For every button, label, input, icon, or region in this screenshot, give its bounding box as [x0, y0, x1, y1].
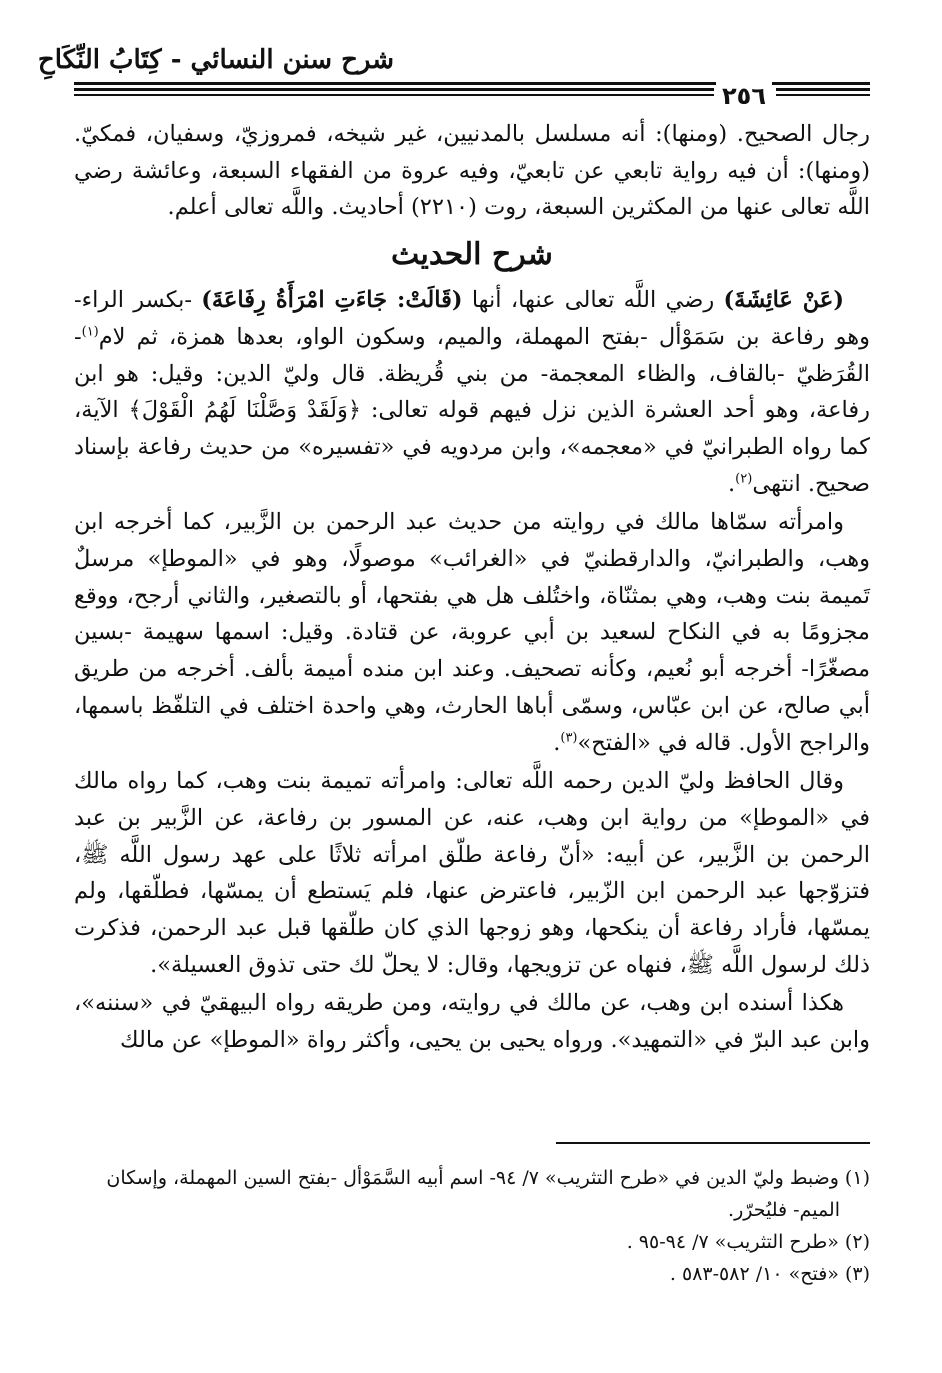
- quoted-hadith-text: (قَالَتْ: جَاءَتِ امْرَأَةُ رِفَاعَةَ): [201, 287, 463, 314]
- text-span: - القُرَظيّ -بالقاف، والظاء المعجمة- من بني قُريظة. قال وليّ الدين: وقيل: هو ابن رفاعة، وهو أحد العشرة الذين نزل فيهم قوله تعالى: ﴿وَلَقَدْ وَصَّلْنَا لَهُمُ الْقَوْلَ﴾ الآية، كما رواه الطبرانيّ في «معجمه»، وابن مردويه في «تفسيره» من حديث رفاعة بإسناد صحيح. انتهى: [74, 323, 870, 497]
- footnotes: [74, 1162, 870, 1290]
- footnote-2: (٢) «طرح التثريب» ٧/ ٩٤-٩٥ .: [626, 1231, 870, 1253]
- paragraph-1: [74, 282, 870, 502]
- header-rule-left-thick: [74, 88, 714, 91]
- text-span: رضي اللَّه تعالى عنها، أنها: [462, 287, 724, 314]
- section-title: شرح الحديث: [391, 237, 553, 273]
- text-span: -بكسر الراء- وهو رفاعة بن سَمَوْأل -بفتح المهملة، والميم، وسكون الواو، بعدها همزة، ثم لام: [74, 287, 870, 350]
- footnote-1-continued: الميم- فليُحرّر.: [728, 1199, 840, 1221]
- text-span: .: [553, 729, 561, 756]
- quoted-narrator: (عَنْ عَائِشَةَ): [723, 287, 845, 314]
- footnote-ref-1: (١): [81, 324, 99, 340]
- paragraph-2: [74, 504, 870, 761]
- footnote-1: (١) وضبط وليّ الدين في «طرح التثريب» ٧/ ٩٤- اسم أبيه السَّمَوْأل -بفتح السين المهملة، وإسكان: [106, 1167, 870, 1189]
- footnote-separator: [556, 1142, 870, 1144]
- header-rule-right-thin: [776, 94, 870, 96]
- header-rule-left-thin: [74, 94, 714, 96]
- text-span: وامرأته سمّاها مالك في روايته من حديث عبد الرحمن بن الزَّبير، كما أخرجه ابن وهب، والطبرانيّ، والدارقطنيّ في «الغرائب» موصولًا، وهو في «الموطإ» مرسلٌ تَميمة بنت وهب، وهي بمثنّاة، واختُلف هل هي بفتحها، أو بالتصغير، والثاني أرجح، ووقع مجزومًا به في النكاح لسعيد بن أبي عروبة، عن قتادة. وقيل: اسمها سهيمة -بسين مصغّرًا- أخرجه أبو نُعيم، وكأنه تصحيف. وعند ابن منده أميمة بألف. أخرجه من طريق أبي صالح، عن ابن عبّاس، وسمّى أباها الحارث، وهي واحدة اختلف في التلفّظ باسمها، والراجح الأول. قاله في «الفتح»: [74, 509, 870, 756]
- paragraph-3: وقال الحافظ وليّ الدين رحمه اللَّه تعالى: وامرأته تميمة بنت وهب، كما رواه مالك في «الموطإ» من رواية ابن وهب، عنه، عن المسور بن رفاعة، عن الزَّبير بن عبد الرحمن بن الزَّبير، عن أبيه: «أنّ رفاعة طلّق امرأته ثلاثًا على عهد رسول اللَّه ﷺ، فتزوّجها عبد الرحمن ابن الزّبير، فاعترض عنها، فلم يَستطع أن يمسّها، فطلّقها، ولم يمسّها، فأراد رفاعة أن ينكحها، وهو زوجها الذي كان طلّقها قبل عبد الرحمن، فذكرت ذلك لرسول اللَّه ﷺ، فنهاه عن تزويجها، وقال: لا يحلّ لك حتى تذوق العسيلة».: [74, 768, 870, 978]
- footnote-3: (٣) «فتح» ١٠/ ٥٨٢-٥٨٣ .: [669, 1263, 870, 1285]
- main-text: [74, 116, 870, 1059]
- intro-paragraph: رجال الصحيح. (ومنها): أنه مسلسل بالمدنيين، غير شيخه، فمروزيّ، وسفيان، فمكيّ. (ومنها): أن فيه رواية تابعي عن تابعيّ، وفيه عروة من الفقهاء السبعة، وعائشة رضي اللَّه تعالى عنها من المكثرين السبعة، روت (٢٢١٠) أحاديث. واللَّه تعالى أعلم.: [74, 121, 870, 221]
- footnote-ref-3: (٣): [560, 730, 578, 746]
- paragraph-4: هكذا أسنده ابن وهب، عن مالك في روايته، ومن طريقه رواه البيهقيّ في «سننه»، وابن عبد البرّ في «التمهيد». ورواه يحيى بن يحيى، وأكثر رواة «الموطإ» عن مالك: [74, 990, 870, 1054]
- page-number: ٢٥٦: [716, 80, 772, 112]
- text-span: .: [728, 470, 736, 497]
- running-header-title: شرح سنن النسائي - كِتَابُ النِّكَاحِ: [37, 45, 394, 75]
- footnote-ref-2: (٢): [735, 471, 753, 487]
- header-rule-right-thick: [776, 88, 870, 91]
